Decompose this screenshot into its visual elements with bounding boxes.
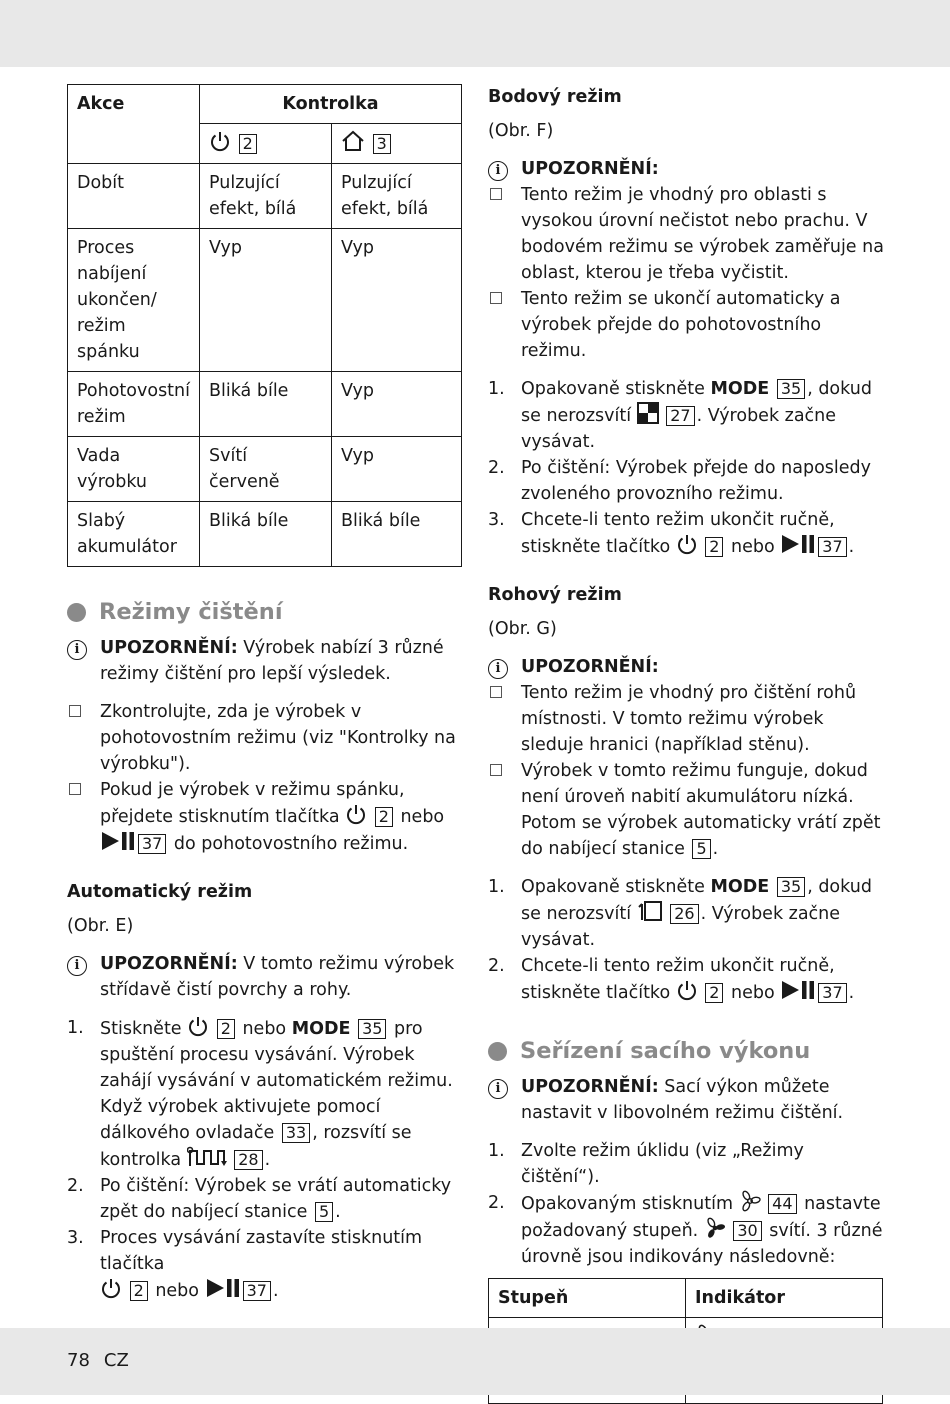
fan-icon: [704, 1217, 726, 1239]
corner-mode-title: Rohový režim: [488, 585, 622, 605]
ref-26: 26: [670, 904, 698, 924]
step-text: Po čištění: Výrobek se vrátí automaticky zpět do nabíjecí stanice: [100, 1176, 452, 1222]
corner-figure-ref: (Obr. G): [488, 619, 557, 639]
note-text: Sací výkon můžete nastavit v libovolném režimu čištění.: [521, 1077, 844, 1123]
step-text: Opakovaným stisknutím: [521, 1194, 739, 1214]
cell-power: Vyp: [200, 229, 332, 372]
step-text: .: [272, 1281, 279, 1301]
info-icon: i: [488, 659, 508, 679]
ref-27: 27: [666, 406, 694, 426]
step-text: Když výrobek aktivujete pomocí dálkového ovladače: [100, 1097, 381, 1143]
step-text: .: [264, 1150, 271, 1170]
home-icon: [341, 130, 365, 152]
bullet-text: Tento režim je vhodný pro oblasti s vysokou úrovní nečistot nebo prachu. V bodovém režimu se výrobek zaměřuje na oblast, kterou je třeba vyčistit.: [521, 185, 884, 283]
spot-figure-ref: (Obr. F): [488, 121, 554, 141]
power-icon: [676, 979, 698, 1001]
step-text: . Výrobek začne vysávat.: [521, 904, 841, 950]
page-footer: [67, 1350, 143, 1371]
cell-home: Vyp: [332, 229, 462, 372]
step-text: Opakovaně stiskněte: [521, 379, 711, 399]
step-number: 2.: [488, 458, 505, 478]
auto-note: [67, 951, 462, 1003]
ref-37: 37: [138, 834, 166, 854]
step-text: nebo: [149, 1281, 205, 1301]
cell-home: Bliká bíle: [332, 502, 462, 567]
note-label: UPOZORNĚNÍ:: [521, 657, 659, 677]
cell-action: Vada výrobku: [68, 437, 200, 502]
ref-35: 35: [358, 1019, 386, 1039]
header-action: Akce: [68, 85, 200, 164]
step-number: 2.: [67, 1176, 84, 1196]
list-item: [67, 1015, 462, 1173]
note-label: UPOZORNĚNÍ:: [521, 159, 659, 179]
zigzag-route-icon: [187, 1146, 227, 1168]
step-text: Chcete-li tento režim ukončit ručně, stiskněte tlačítko: [521, 510, 835, 557]
ref-44: 44: [768, 1194, 796, 1214]
bullet-text: Výrobek v tomto režimu funguje, dokud není úroveň nabití akumulátoru nízká. Potom se výrobek automaticky vrátí zpět do nabíjecí stanice: [521, 761, 881, 859]
play-pause-icon: [205, 1277, 241, 1299]
bullet-text: Zkontrolujte, zda je výrobek v pohotovostním režimu (viz "Kontrolky na výrobku").: [100, 702, 456, 774]
ref-2: 2: [239, 134, 257, 154]
step-text: nebo: [236, 1019, 292, 1039]
header-home: [332, 124, 462, 164]
table-row: [68, 372, 462, 437]
checkbox-icon: [69, 705, 81, 717]
list-item: [488, 455, 888, 507]
ref-37: 37: [243, 1281, 271, 1301]
note-label: UPOZORNĚNÍ:: [100, 954, 238, 974]
section-title-cleaning-modes: [67, 597, 462, 627]
cell-power: Bliká bíle: [200, 502, 332, 567]
suction-title: Seřízení sacího výkonu: [520, 1038, 811, 1064]
header-indicator: Indikátor: [686, 1279, 883, 1318]
list-item: [488, 874, 888, 953]
info-icon: i: [67, 956, 87, 976]
ref-2: 2: [705, 983, 723, 1003]
auto-mode-title: Automatický režim: [67, 882, 253, 902]
bullet-dot-icon: [67, 603, 86, 622]
step-text: svítí. 3 různé úrovně jsou indikovány následovně:: [521, 1221, 883, 1267]
cell-action: Proces nabíjení ukončen/ režim spánku: [68, 229, 200, 372]
spot-mode-icon: [637, 402, 659, 424]
list-item: [488, 1138, 888, 1190]
checkbox-icon: [490, 292, 502, 304]
ref-30: 30: [733, 1221, 761, 1241]
note-label: UPOZORNĚNÍ:: [100, 638, 238, 658]
play-pause-icon: [780, 979, 816, 1001]
cell-home: Vyp: [332, 372, 462, 437]
step-text: nastavte požadovaný stupeň.: [521, 1194, 881, 1241]
cell-action: Slabý akumulátor: [68, 502, 200, 567]
bullet-text: nebo: [394, 807, 445, 827]
list-item: [67, 699, 462, 777]
step-text: nebo: [725, 983, 781, 1003]
step-number: 1.: [488, 1141, 505, 1161]
ref-2: 2: [130, 1281, 148, 1301]
step-text: , dokud se nerozsvítí: [521, 877, 872, 924]
ref-5: 5: [315, 1202, 333, 1222]
power-icon: [187, 1015, 209, 1037]
left-column: [67, 84, 462, 1304]
mode-label: MODE: [710, 379, 770, 399]
top-band: [0, 0, 950, 67]
step-text: . Výrobek začne vysávat.: [521, 406, 837, 452]
list-item: [488, 182, 888, 286]
spot-note: [488, 156, 888, 182]
bullet-text: Tento režim je vhodný pro čištění rohů místnosti. V tomto režimu výrobek sleduje hranici (například stěnu).: [521, 683, 857, 755]
list-item: [488, 953, 888, 1006]
corner-note: [488, 654, 888, 680]
step-text: Zvolte režim úklidu (viz „Režimy čištění“).: [521, 1141, 804, 1187]
ref-28: 28: [234, 1150, 262, 1170]
page-number: 78: [67, 1350, 90, 1371]
power-icon: [345, 803, 367, 825]
ref-2: 2: [375, 807, 393, 827]
list-item: [488, 758, 888, 862]
step-text: pro spuštění procesu vysávání. Výrobek zahájí vysávání v automatickém režimu.: [100, 1019, 453, 1091]
step-text: Chcete-li tento režim ukončit ručně, stiskněte tlačítko: [521, 956, 835, 1003]
step-text: .: [848, 983, 855, 1003]
step-text: nebo: [725, 537, 781, 557]
ref-2: 2: [217, 1019, 235, 1039]
list-item: [67, 1173, 462, 1225]
table-row: [68, 437, 462, 502]
cleaning-title: Režimy čištění: [99, 599, 283, 625]
right-column: [488, 84, 888, 1404]
checkbox-icon: [490, 764, 502, 776]
corner-mode-icon: [637, 900, 663, 922]
header-power: [200, 124, 332, 164]
language-code: CZ: [103, 1350, 129, 1371]
cell-home: Vyp: [332, 437, 462, 502]
list-item: [488, 507, 888, 560]
ref-33: 33: [282, 1123, 310, 1143]
bullet-text: Tento režim se ukončí automaticky a výrobek přejde do pohotovostního režimu.: [521, 289, 841, 361]
suction-note: [488, 1074, 888, 1126]
fan-icon: [739, 1190, 761, 1212]
status-table: [67, 84, 462, 567]
cell-action: Dobít: [68, 164, 200, 229]
list-item: [488, 1190, 888, 1270]
info-icon: i: [488, 161, 508, 181]
auto-figure-ref: (Obr. E): [67, 916, 134, 936]
spot-mode-title: Bodový režim: [488, 87, 622, 107]
power-icon: [100, 1277, 122, 1299]
step-text: Po čištění: Výrobek přejde do naposledy zvoleného provozního režimu.: [521, 458, 871, 504]
step-text: , dokud se nerozsvítí: [521, 379, 872, 426]
table-row: [68, 502, 462, 567]
step-number: 1.: [488, 379, 505, 399]
power-icon: [209, 130, 231, 152]
step-text: , rozsvítí se kontrolka: [100, 1123, 412, 1170]
cell-power: Bliká bíle: [200, 372, 332, 437]
bullet-text: .: [712, 839, 719, 859]
step-text: .: [848, 537, 855, 557]
step-number: 1.: [67, 1018, 84, 1038]
section-title-suction: [488, 1036, 888, 1066]
cell-power: Svítí červeně: [200, 437, 332, 502]
list-item: [67, 1225, 462, 1304]
checkbox-icon: [490, 188, 502, 200]
note-text: V tomto režimu výrobek střídavě čistí povrchy a rohy.: [100, 954, 455, 1000]
step-number: 3.: [67, 1228, 84, 1248]
step-number: 1.: [488, 877, 505, 897]
mode-label: MODE: [291, 1019, 351, 1039]
cell-home: Pulzující efekt, bílá: [332, 164, 462, 229]
step-text: Stiskněte: [100, 1019, 188, 1039]
ref-5: 5: [692, 839, 710, 859]
list-item: [67, 777, 462, 857]
checkbox-icon: [490, 686, 502, 698]
step-text: Proces vysávání zastavíte stisknutím tlačítka: [100, 1228, 423, 1274]
list-item: [488, 286, 888, 364]
ref-3: 3: [373, 134, 391, 154]
ref-2: 2: [705, 537, 723, 557]
table-row: [68, 229, 462, 372]
list-item: [488, 680, 888, 758]
note-label: UPOZORNĚNÍ:: [521, 1077, 659, 1097]
note-text: Výrobek nabízí 3 různé režimy čištění pro lepší výsledek.: [100, 638, 444, 684]
play-pause-icon: [100, 830, 136, 852]
ref-37: 37: [818, 537, 846, 557]
list-item: [488, 376, 888, 455]
ref-35: 35: [777, 877, 805, 897]
step-text: .: [335, 1202, 341, 1222]
step-number: 3.: [488, 510, 505, 530]
checkbox-icon: [69, 783, 81, 795]
ref-35: 35: [777, 379, 805, 399]
table-row: [68, 164, 462, 229]
header-level: Stupeň: [489, 1279, 686, 1318]
mode-label: MODE: [710, 877, 770, 897]
cleaning-note: [67, 635, 462, 687]
bullet-text: do pohotovostního režimu.: [168, 834, 409, 854]
step-text: Opakovaně stiskněte: [521, 877, 711, 897]
info-icon: i: [488, 1079, 508, 1099]
cell-action: Pohotovostní režim: [68, 372, 200, 437]
bullet-dot-icon: [488, 1042, 507, 1061]
bullet-text: Pokud je výrobek v režimu spánku, přejdete stisknutím tlačítka: [100, 780, 405, 827]
ref-37: 37: [818, 983, 846, 1003]
info-icon: i: [67, 640, 87, 660]
play-pause-icon: [780, 533, 816, 555]
step-number: 2.: [488, 956, 505, 976]
cell-power: Pulzující efekt, bílá: [200, 164, 332, 229]
header-indicator: Kontrolka: [200, 85, 462, 124]
power-icon: [676, 533, 698, 555]
step-number: 2.: [488, 1193, 505, 1213]
